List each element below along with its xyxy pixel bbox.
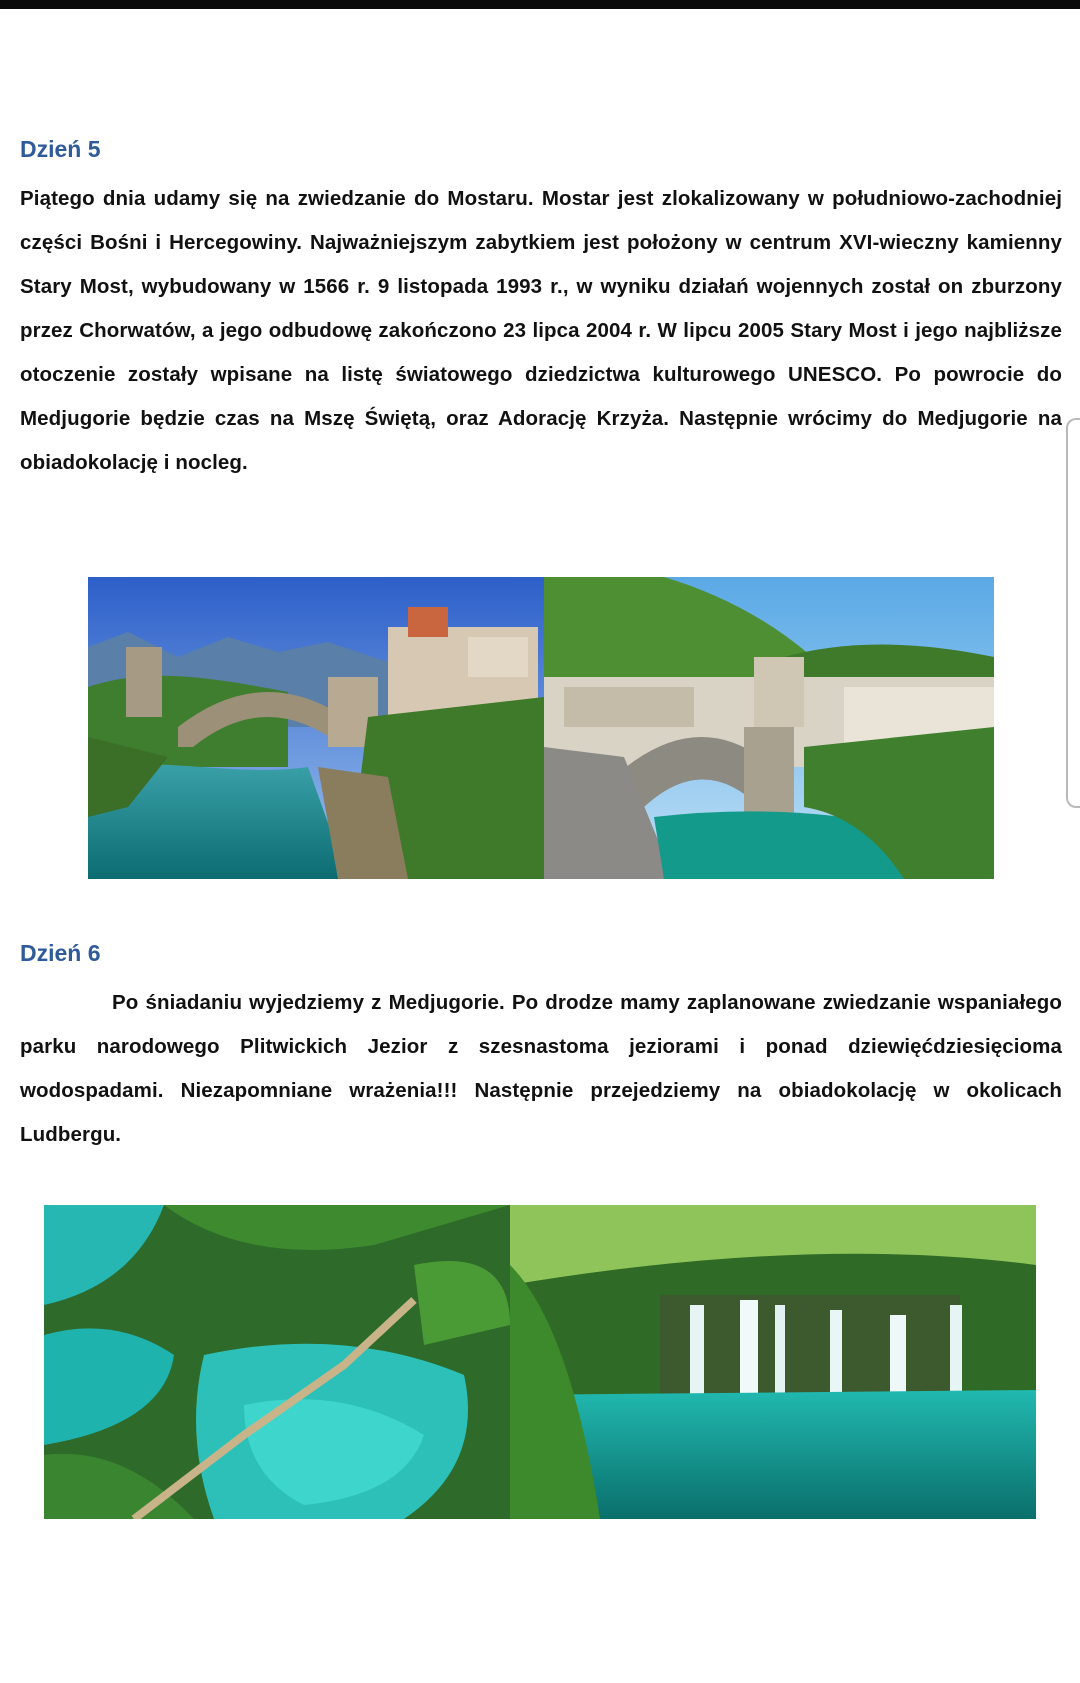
day-5-line: części Bośni i Hercegowiny. Najważniejszym zabytkiem jest położony w centrum XVI-wieczny kamienny: [20, 231, 1062, 254]
day-6-heading: Dzień 6: [20, 940, 101, 966]
day-5-line: Piątego dnia udamy się na zwiedzanie do Mostaru. Mostar jest zlokalizowany w południowo-zachodniej: [20, 187, 1062, 210]
day-6-line: Po śniadaniu wyjedziemy z Medjugorie. Po drodze mamy zaplanowane zwiedzanie wspaniałego: [112, 991, 1062, 1014]
scroll-handle[interactable]: [1066, 418, 1080, 808]
day-5-paragraph: [20, 177, 1062, 485]
day-5-heading: Dzień 5: [20, 136, 101, 162]
mostar-bridge-photo-right: [544, 577, 994, 879]
top-bar: [0, 0, 1080, 9]
plitvice-waterfalls-photo: [510, 1205, 1036, 1519]
day-6-line: Ludbergu.: [20, 1123, 122, 1146]
day-5-line: otoczenie zostały wpisane na listę światowego dziedzictwa kulturowego UNESCO. Po powrocie do: [20, 363, 1062, 386]
day-5-line: Stary Most, wybudowany w 1566 r. 9 listopada 1993 r., w wyniku działań wojennych został on zburzony: [20, 275, 1062, 298]
plitvice-boardwalk-photo: [44, 1205, 510, 1519]
day-6-line: parku narodowego Plitwickich Jezior z szesnastoma jeziorami i ponad dziewięćdziesięcioma: [20, 1035, 1062, 1058]
day-6-paragraph: [20, 981, 1062, 1157]
day-5-line: przez Chorwatów, a jego odbudowę zakończono 23 lipca 2004 r. W lipcu 2005 Stary Most i jego najbliższe: [20, 319, 1062, 342]
mostar-bridge-photo-left: [88, 577, 544, 879]
day-6-line: wodospadami. Niezapomniane wrażenia!!! Następnie przejedziemy na obiadokolację w okolicach: [20, 1079, 1062, 1102]
day-5-line: obiadokolację i nocleg.: [20, 451, 248, 474]
day-5-line: Medjugorie będzie czas na Mszę Świętą, oraz Adorację Krzyża. Następnie wrócimy do Medjugorie na: [20, 407, 1062, 430]
